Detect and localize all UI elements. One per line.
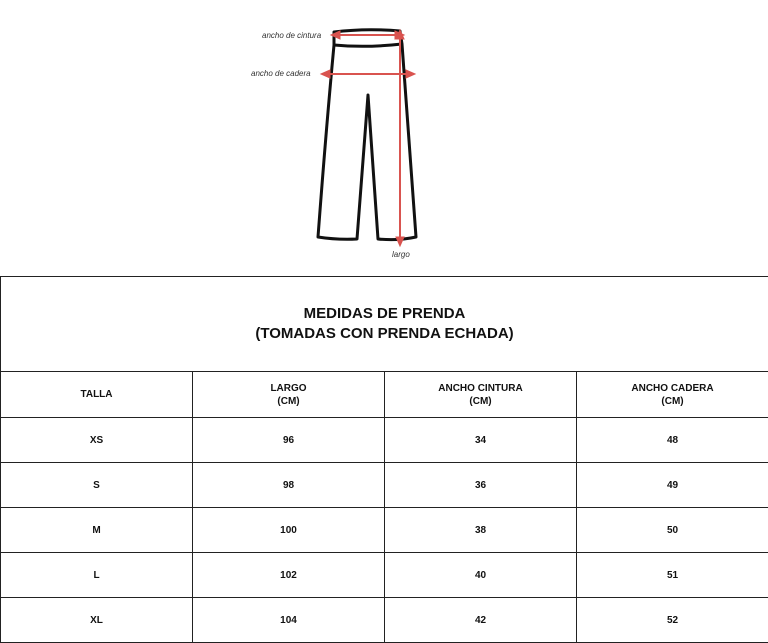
pants-illustration xyxy=(0,0,768,276)
pants-measurement-diagram xyxy=(0,0,768,276)
cell-largo: 96 xyxy=(193,418,385,463)
header-largo-label: LARGO xyxy=(193,382,384,395)
cell-cadera: 49 xyxy=(577,463,768,508)
header-cadera-label: ANCHO CADERA xyxy=(577,382,768,395)
cell-cadera: 52 xyxy=(577,598,768,643)
cell-cintura: 40 xyxy=(385,553,577,598)
cell-cintura: 38 xyxy=(385,508,577,553)
table-row xyxy=(1,598,768,643)
cell-largo: 102 xyxy=(193,553,385,598)
hip-label: ancho de cadera xyxy=(251,69,311,78)
cell-cadera: 50 xyxy=(577,508,768,553)
header-largo xyxy=(193,372,385,418)
cell-cintura: 34 xyxy=(385,418,577,463)
table-row xyxy=(1,508,768,553)
table-row xyxy=(1,553,768,598)
header-talla xyxy=(1,372,193,418)
table-row xyxy=(1,463,768,508)
waist-label: ancho de cintura xyxy=(262,31,321,40)
header-cadera-unit: (CM) xyxy=(577,395,768,408)
table-title-line1: MEDIDAS DE PRENDA xyxy=(1,304,768,324)
cell-cadera: 51 xyxy=(577,553,768,598)
size-chart-table xyxy=(0,276,768,643)
length-label: largo xyxy=(392,250,410,259)
cell-cintura: 42 xyxy=(385,598,577,643)
cell-talla: S xyxy=(1,463,193,508)
header-largo-unit: (CM) xyxy=(193,395,384,408)
cell-cadera: 48 xyxy=(577,418,768,463)
cell-talla: XS xyxy=(1,418,193,463)
cell-largo: 100 xyxy=(193,508,385,553)
cell-largo: 104 xyxy=(193,598,385,643)
table-row xyxy=(1,418,768,463)
header-cintura-label: ANCHO CINTURA xyxy=(385,382,576,395)
header-cintura-unit: (CM) xyxy=(385,395,576,408)
cell-talla: L xyxy=(1,553,193,598)
table-title-line2: (TOMADAS CON PRENDA ECHADA) xyxy=(1,324,768,344)
title-row xyxy=(1,277,768,372)
cell-cintura: 36 xyxy=(385,463,577,508)
cell-talla: M xyxy=(1,508,193,553)
header-ancho-cintura xyxy=(385,372,577,418)
header-talla-label: TALLA xyxy=(1,388,192,401)
header-ancho-cadera xyxy=(577,372,768,418)
table-title xyxy=(1,277,768,372)
cell-talla: XL xyxy=(1,598,193,643)
cell-largo: 98 xyxy=(193,463,385,508)
pants-waistband xyxy=(334,30,402,47)
header-row xyxy=(1,372,768,418)
